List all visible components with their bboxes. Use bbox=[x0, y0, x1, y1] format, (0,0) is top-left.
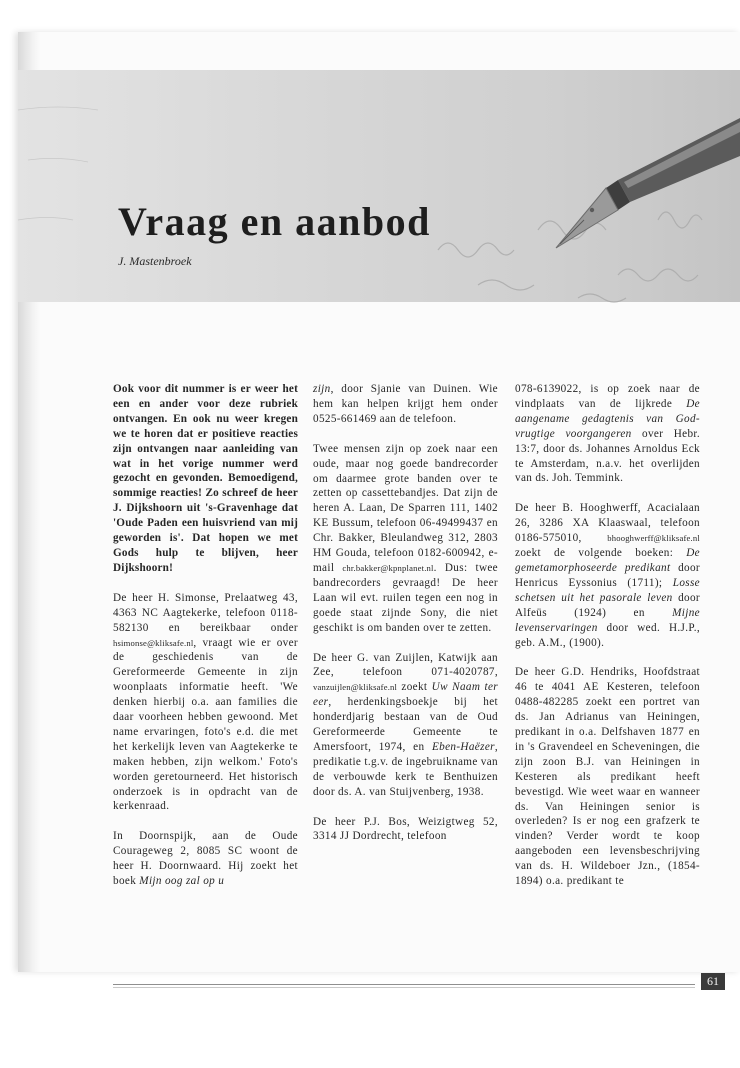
text-column-3 bbox=[515, 382, 700, 904]
book-title: Losse schetsen uit het pasorale leven bbox=[515, 576, 700, 604]
book-title: Uw Naam ter eer bbox=[313, 681, 498, 709]
paragraph: 078-6139022, is op zoek naar de vindplaats van de lijkrede De aangename gedagtenis van God-vrugtige voorgangeren over Hebr. 13:7, door ds. Johannes Arnoldus Eck te Amsterdam, n.a.v. het overlijden van ds. Joh. Temmink. bbox=[515, 383, 701, 485]
footer-divider bbox=[113, 987, 695, 988]
footer-divider bbox=[113, 984, 695, 985]
paragraph: Twee mensen zijn op zoek naar een oude, maar nog goede bandrecorder om daarmee grote banden over te zetten op cassettebandjes. Dat zijn de heren A. Laan, De Sparren 111, 1402 KE Bussum, telefoon 06-49499437 en Chr. Bakker, Bleulandweg 312, 2803 HM Gouda, telefoon 0182-600942, e-mail chr.bakker@kpnplanet.nl. Dus: twee bandrecorders gevraagd! De heer Laan wil evt. ruilen tegen een nog in goede staat zijnde Sony, die niet geschikt is om banden over te zetten. bbox=[313, 442, 498, 634]
book-title: zijn bbox=[313, 383, 331, 395]
page-number: 61 bbox=[701, 973, 725, 990]
paragraph: De heer H. Simonse, Prelaatweg 43, 4363 NC Aagtekerke, telefoon 0118-582130 en bereikbaar onder hsimonse@kliksafe.nl, vraagt wie er over de geschiedenis van de Gereformeerde Gemeente in zijn woonplaats informatie heeft. 'We denken hierbij o.a. aan families die daar voorheen hebben gewoond. Met name ervaringen, foto's e.d. die met het kerkelijk leven van Aagtekerke te maken hebben, zijn welkom.' Foto's worden geretourneerd. Het historisch onderzoek is in opdracht van de kerkenraad. bbox=[113, 591, 298, 813]
article-author: J. Mastenbroek bbox=[118, 254, 192, 268]
email-address: hsimonse@kliksafe.nl bbox=[113, 637, 194, 648]
book-title: De gemetamorphoseerde predikant bbox=[515, 547, 700, 574]
paragraph: De heer B. Hooghwerff, Acacialaan 26, 3286 XA Klaaswaal, telefoon 0186-575010, bhooghwerff@kliksafe.nl zoekt de volgende boeken: De gemetamorphoseerde predikant door Henricus Eyssonius (1711); Losse schetsen uit het pasorale leven door Alfeüs (1924) en Mijne levenservaringen door wed. H.J.P., geb. A.M., (1900). bbox=[515, 502, 701, 649]
book-title: Mijne levenservaringen bbox=[515, 606, 700, 634]
intro-paragraph: Ook voor dit nummer is er weer het een en ander voor deze rubriek ontvangen. En ook nu weer kregen we te horen dat er positieve reacties zijn ontvangen naar aanleiding van wat in het vorige nummer werd gezocht en gevonden. Bemoedigend, sommige reacties! Zo schreef de heer J. Dijkshoorn uit 's-Gravenhage dat 'Oude Paden een huisvriend van mij geworden is'. Dat hopen we met Gods hulp te blijven, heer Dijkshoorn! bbox=[113, 383, 298, 574]
email-address: bhooghwerff@kliksafe.nl bbox=[607, 533, 700, 544]
email-address: chr.bakker@kpnplanet.nl bbox=[342, 562, 434, 573]
paragraph: In Doornspijk, aan de Oude Courageweg 2, 8085 SC woont de heer H. Doornwaard. Hij zoekt het boek Mijn oog zal op u bbox=[113, 830, 298, 888]
book-title: Mijn oog zal op u bbox=[139, 875, 225, 888]
book-title: De aangename gedagtenis van God-vrugtige voorgangeren bbox=[515, 397, 700, 440]
paragraph: De heer G.D. Hendriks, Hoofdstraat 46 te 4041 AE Kesteren, telefoon 0488-482285 zoekt een portret van ds. Jan Adrianus van Heiningen, predikant in o.a. Delfshaven 1877 en in 's Gravendeel en Scheveningen, die zijn zoon B.J. van Heiningen in Kesteren als predikant heeft bevestigd. Wie weet waar en wanneer ds. Van Heiningen senior is overleden? Is er nog een grafzerk te vinden? Verder wordt te koop aangeboden een levensbeschrijving van ds. H. Wildeboer Jzn., (1854-1894) o.a. predikant te bbox=[515, 666, 700, 888]
email-address: vanzuijlen@kliksafe.nl bbox=[313, 682, 398, 693]
book-title: Eben-Haëzer bbox=[431, 740, 495, 753]
text-column-2 bbox=[313, 382, 498, 859]
paragraph: De heer P.J. Bos, Weizigtweg 52, 3314 JJ Dordrecht, telefoon bbox=[313, 815, 498, 843]
magazine-page bbox=[18, 32, 740, 988]
article-title: Vraag en aanbod bbox=[118, 199, 431, 244]
text-column-1 bbox=[113, 382, 298, 904]
paragraph: De heer G. van Zuijlen, Katwijk aan Zee, telefoon 071-4020787, vanzuijlen@kliksafe.nl zoekt Uw Naam ter eer, herdenkingsboekje bij het honderdjarig bestaan van de Oud Gereformeerde Gemeente te Amersfoort, 1974, en Eben-Haëzer, predikatie t.g.v. de ingebruikname van de verbouwde kerk te Benthuizen door ds. A. van Stuijvenberg, 1938. bbox=[313, 651, 498, 798]
paragraph: zijn, door Sjanie van Duinen. Wie hem kan helpen krijgt hem onder 0525-661469 aan de telefoon. bbox=[313, 383, 498, 425]
